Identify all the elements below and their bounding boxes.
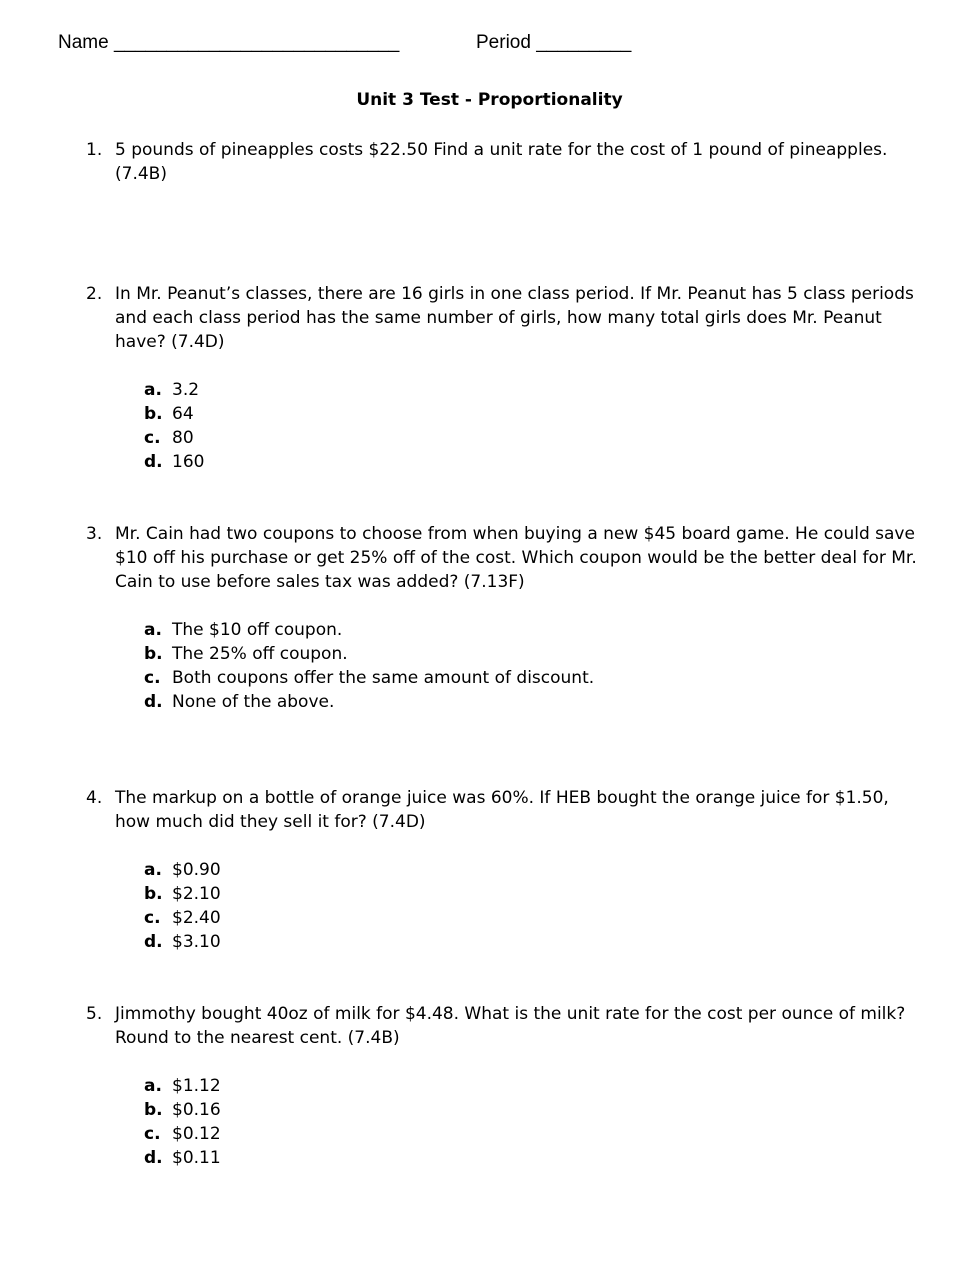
question-text: Mr. Cain had two coupons to choose from when buying a new $45 board game. He could save $10 off his purchase or get 25% off of the cost. Which coupon would be the better deal for Mr. Cain to use before sales tax was added? (7.13F): [115, 524, 917, 592]
question-text: The markup on a bottle of orange juice was 60%. If HEB bought the orange juice for $1.50, how much did they sell it for? (7.4D): [115, 788, 889, 832]
question-5: [86, 1002, 918, 1170]
question-2: [86, 282, 918, 474]
option-label: d.: [144, 1148, 163, 1168]
option-label: a.: [144, 620, 162, 640]
option-label: a.: [144, 1076, 162, 1096]
option-label: c.: [144, 1124, 161, 1144]
option-label: b.: [144, 644, 163, 664]
answer-options: [144, 618, 918, 714]
option-label: b.: [144, 404, 163, 424]
option-label: c.: [144, 668, 161, 688]
option-label: d.: [144, 452, 163, 472]
option-text: $2.40: [172, 908, 221, 928]
option-text: 80: [172, 428, 194, 448]
question-number: 4.: [86, 788, 103, 808]
question-number: 3.: [86, 524, 103, 544]
question-3: [86, 522, 918, 714]
option-text: $0.12: [172, 1124, 221, 1144]
answer-option: [144, 930, 918, 954]
option-label: b.: [144, 1100, 163, 1120]
option-text: $0.90: [172, 860, 221, 880]
answer-options: [144, 858, 918, 954]
question-text: In Mr. Peanut’s classes, there are 16 girls in one class period. If Mr. Peanut has 5 class periods and each class period has the same number of girls, how many total girls does Mr. Peanut have? (7.4D): [115, 284, 914, 352]
answer-option: [144, 882, 918, 906]
option-text: 160: [172, 452, 205, 472]
option-label: c.: [144, 908, 161, 928]
name-field-label: Name ___________________________: [58, 32, 400, 53]
option-text: 64: [172, 404, 194, 424]
answer-option: [144, 402, 918, 426]
answer-option: [144, 906, 918, 930]
option-text: The 25% off coupon.: [172, 644, 348, 664]
answer-option: [144, 690, 918, 714]
period-field-label: Period _________: [476, 32, 632, 53]
option-text: $0.16: [172, 1100, 221, 1120]
option-text: The $10 off coupon.: [172, 620, 343, 640]
answer-option: [144, 426, 918, 450]
question-number: 5.: [86, 1004, 103, 1024]
question-4: [86, 786, 918, 954]
option-label: c.: [144, 428, 161, 448]
option-text: 3.2: [172, 380, 200, 400]
option-text: $2.10: [172, 884, 221, 904]
answer-option: [144, 1146, 918, 1170]
answer-option: [144, 1122, 918, 1146]
option-label: d.: [144, 692, 163, 712]
answer-option: [144, 642, 918, 666]
option-text: Both coupons offer the same amount of discount.: [172, 668, 595, 688]
question-text: 5 pounds of pineapples costs $22.50 Find a unit rate for the cost of 1 pound of pineapples. (7.4B): [115, 140, 888, 184]
answer-option: [144, 858, 918, 882]
option-text: $0.11: [172, 1148, 221, 1168]
question-number: 1.: [86, 140, 103, 160]
option-text: None of the above.: [172, 692, 335, 712]
option-label: d.: [144, 932, 163, 952]
option-text: $1.12: [172, 1076, 221, 1096]
answer-option: [144, 1074, 918, 1098]
option-label: a.: [144, 860, 162, 880]
option-text: $3.10: [172, 932, 221, 952]
page-title: Unit 3 Test - Proportionality: [356, 90, 623, 110]
question-1: [86, 138, 918, 186]
answer-option: [144, 1098, 918, 1122]
answer-option: [144, 618, 918, 642]
question-number: 2.: [86, 284, 103, 304]
answer-options: [144, 378, 918, 474]
option-label: a.: [144, 380, 162, 400]
answer-option: [144, 378, 918, 402]
question-text: Jimmothy bought 40oz of milk for $4.48. What is the unit rate for the cost per ounce of milk? Round to the nearest cent. (7.4B): [115, 1004, 906, 1048]
option-label: b.: [144, 884, 163, 904]
answer-option: [144, 666, 918, 690]
answer-options: [144, 1074, 918, 1170]
answer-option: [144, 450, 918, 474]
